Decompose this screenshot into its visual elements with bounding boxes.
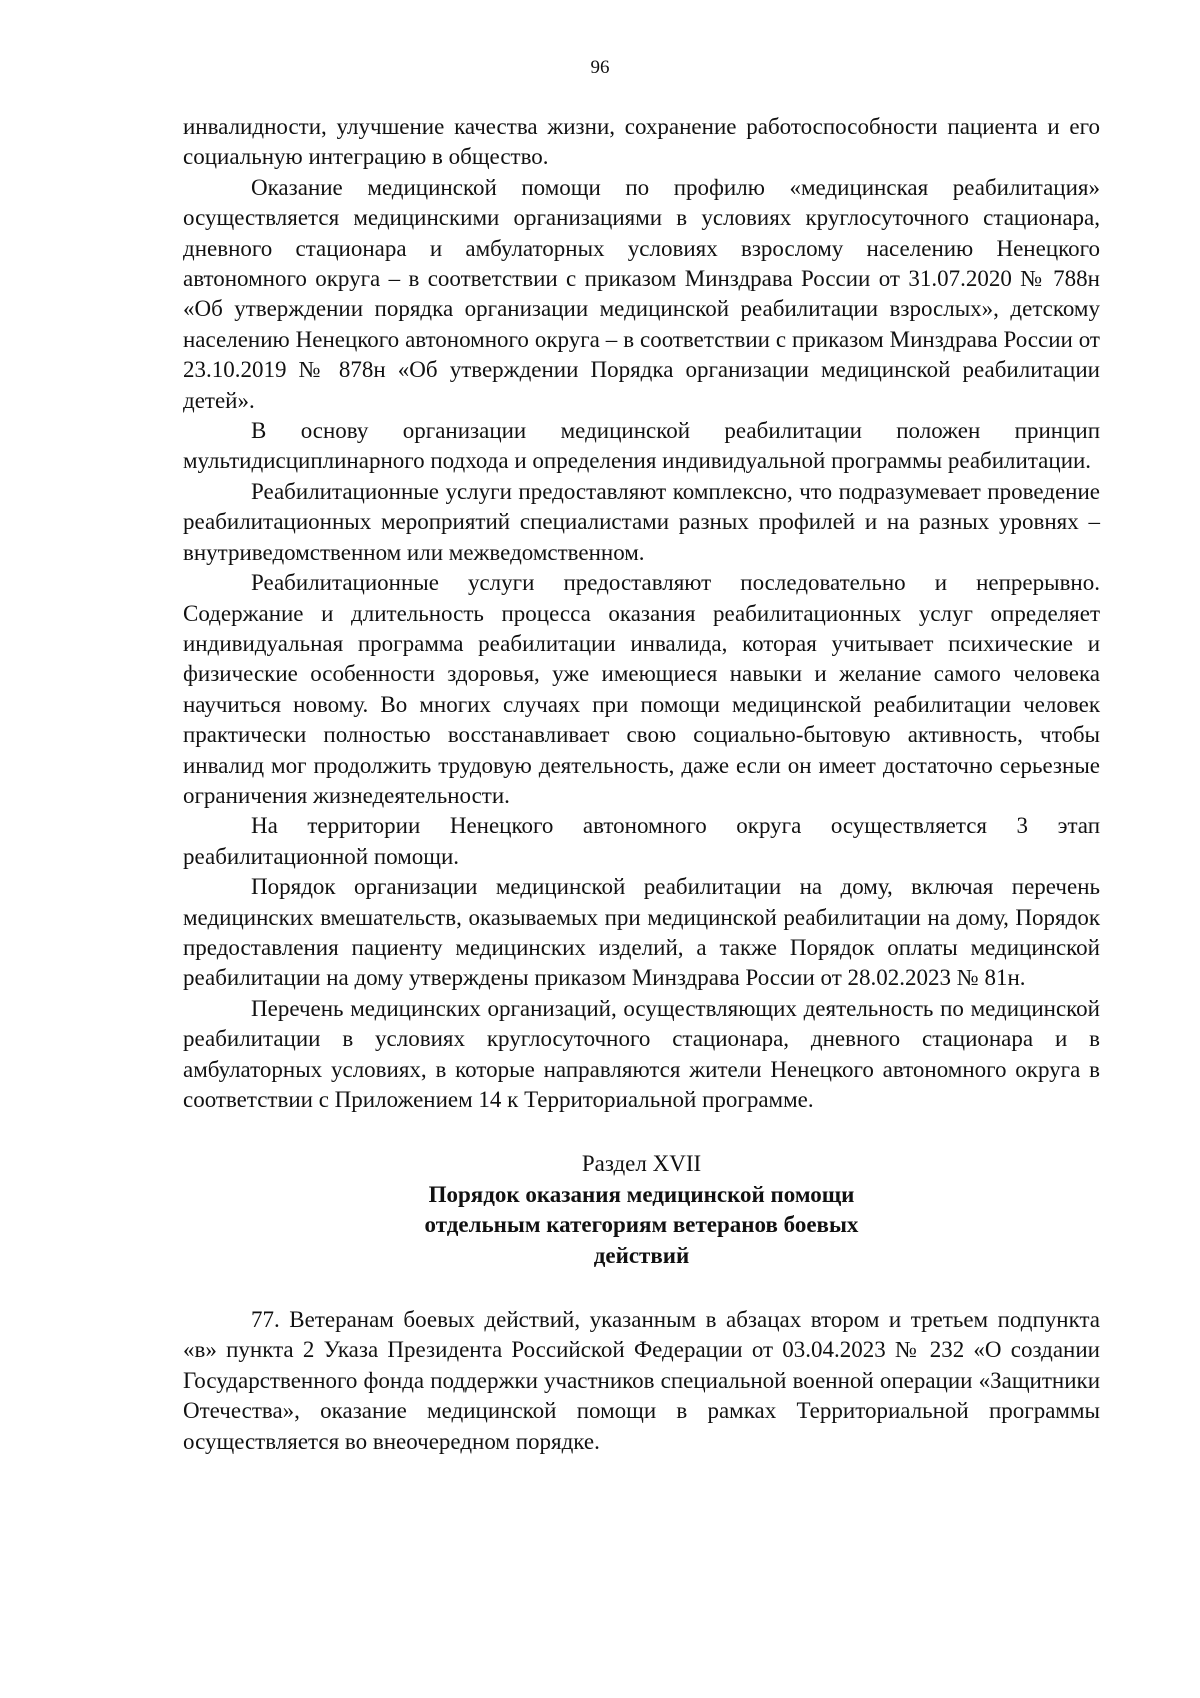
document-body [183, 112, 1100, 1457]
section-label: Раздел XVII [581, 1151, 702, 1177]
paragraph-organizations-list: Перечень медицинских организаций, осуществляющих деятельность по медицинской реабилитации в условиях круглосуточного стационара, дневного стационара и в амбулаторных условиях, в которые направляются жители Ненецкого автономного округа в соответствии с Приложением 14 к Территориальной программе. [183, 995, 1100, 1112]
paragraph-complex-services: Реабилитационные услуги предоставляют комплексно, что подразумевает проведение реабилитационных мероприятий специалистами разных профилей и на разных уровнях – внутриведомственном или межведомственном. [183, 478, 1100, 565]
paragraph-home-rehab: Порядок организации медицинской реабилитации на дому, включая перечень медицинских вмешательств, оказываемых при медицинской реабилитации на дому, Порядок предоставления пациенту медицинских изделий, а также Порядок оплаты медицинской реабилитации на дому утверждены приказом Минздрава России от 28.02.2023 № 81н. [183, 874, 1100, 991]
paragraph-stage-3: На территории Ненецкого автономного округа осуществляется 3 этап реабилитационной помощи. [183, 813, 1100, 869]
page-number: 96 [590, 57, 610, 78]
paragraph-continuous-services: Реабилитационные услуги предоставляют последовательно и непрерывно. Содержание и длительность процесса оказания реабилитационных услуг определяет индивидуальная программа реабилитации инвалида, которая учитывает психические и физические особенности здоровья, уже имеющиеся навыки и желание самого человека научиться новому. Во многих случаях при помощи медицинской реабилитации человек практически полностью восстанавливает свою социально-бытовую активность, чтобы инвалид мог продолжить трудовую деятельность, даже если он имеет достаточно серьезные ограничения жизнедеятельности. [183, 570, 1100, 808]
paragraph-multidisciplinary: В основу организации медицинской реабилитации положен принцип мультидисциплинарного подхода и определения индивидуальной программы реабилитации. [183, 418, 1100, 474]
section-title: Порядок оказания медицинской помощи отдельным категориям ветеранов боевых действий [424, 1181, 859, 1268]
section-heading [183, 1149, 1100, 1271]
clause-77: 77. Ветеранам боевых действий, указанным в абзацах втором и третьем подпункта «в» пункта 2 Указа Президента Российской Федерации от 03.04.2023 № 232 «О создании Государственного фонда поддержки участников специальной военной операции «Защитники Отечества», оказание медицинской помощи в рамках Территориальной программы осуществляется во внеочередном порядке. [183, 1307, 1100, 1454]
paragraph-rehab-profile: Оказание медицинской помощи по профилю «медицинская реабилитация» осуществляется медицинскими организациями в условиях круглосуточного стационара, дневного стационара и амбулаторных условиях взрослому населению Ненецкого автономного округа – в соответствии с приказом Минздрава России от 31.07.2020 № 788н «Об утверждении порядка организации медицинской реабилитации взрослых», детскому населению Ненецкого автономного округа – в соответствии с приказом Минздрава России от 23.10.2019 № 878н «Об утверждении Порядка организации медицинской реабилитации детей». [183, 174, 1100, 413]
paragraph-continuation: инвалидности, улучшение качества жизни, сохранение работоспособности пациента и его социальную интеграцию в общество. [183, 114, 1100, 170]
